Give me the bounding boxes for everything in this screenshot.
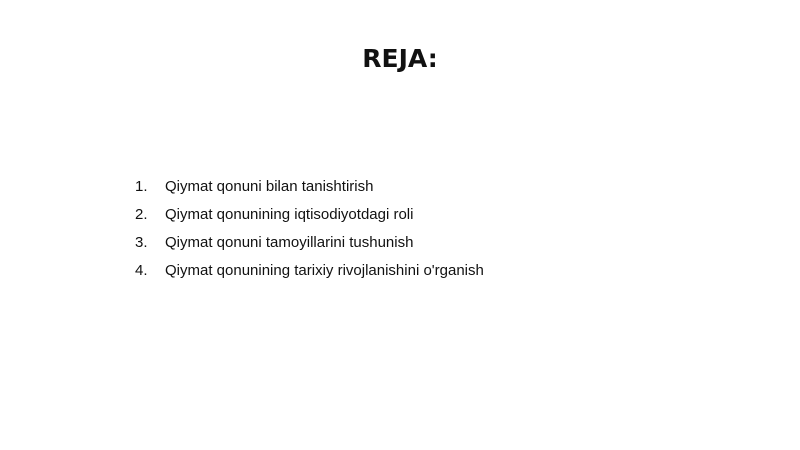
- list-item: [135, 178, 484, 206]
- list-item-number: 1.: [135, 178, 148, 195]
- list-item: [135, 234, 484, 262]
- list-item: [135, 206, 484, 234]
- list-item-number: 2.: [135, 206, 148, 223]
- list-item-number: 3.: [135, 234, 148, 251]
- list-item-text: Qiymat qonuni tamoyillarini tushunish: [165, 234, 414, 251]
- list-item-number: 4.: [135, 262, 148, 279]
- slide-title: REJA:: [362, 44, 438, 73]
- list-item: [135, 262, 484, 290]
- plan-list: [135, 178, 484, 290]
- list-item-text: Qiymat qonunining iqtisodiyotdagi roli: [165, 206, 414, 223]
- list-item-text: Qiymat qonunining tarixiy rivojlanishini o'rganish: [165, 262, 484, 279]
- list-item-text: Qiymat qonuni bilan tanishtirish: [165, 178, 374, 195]
